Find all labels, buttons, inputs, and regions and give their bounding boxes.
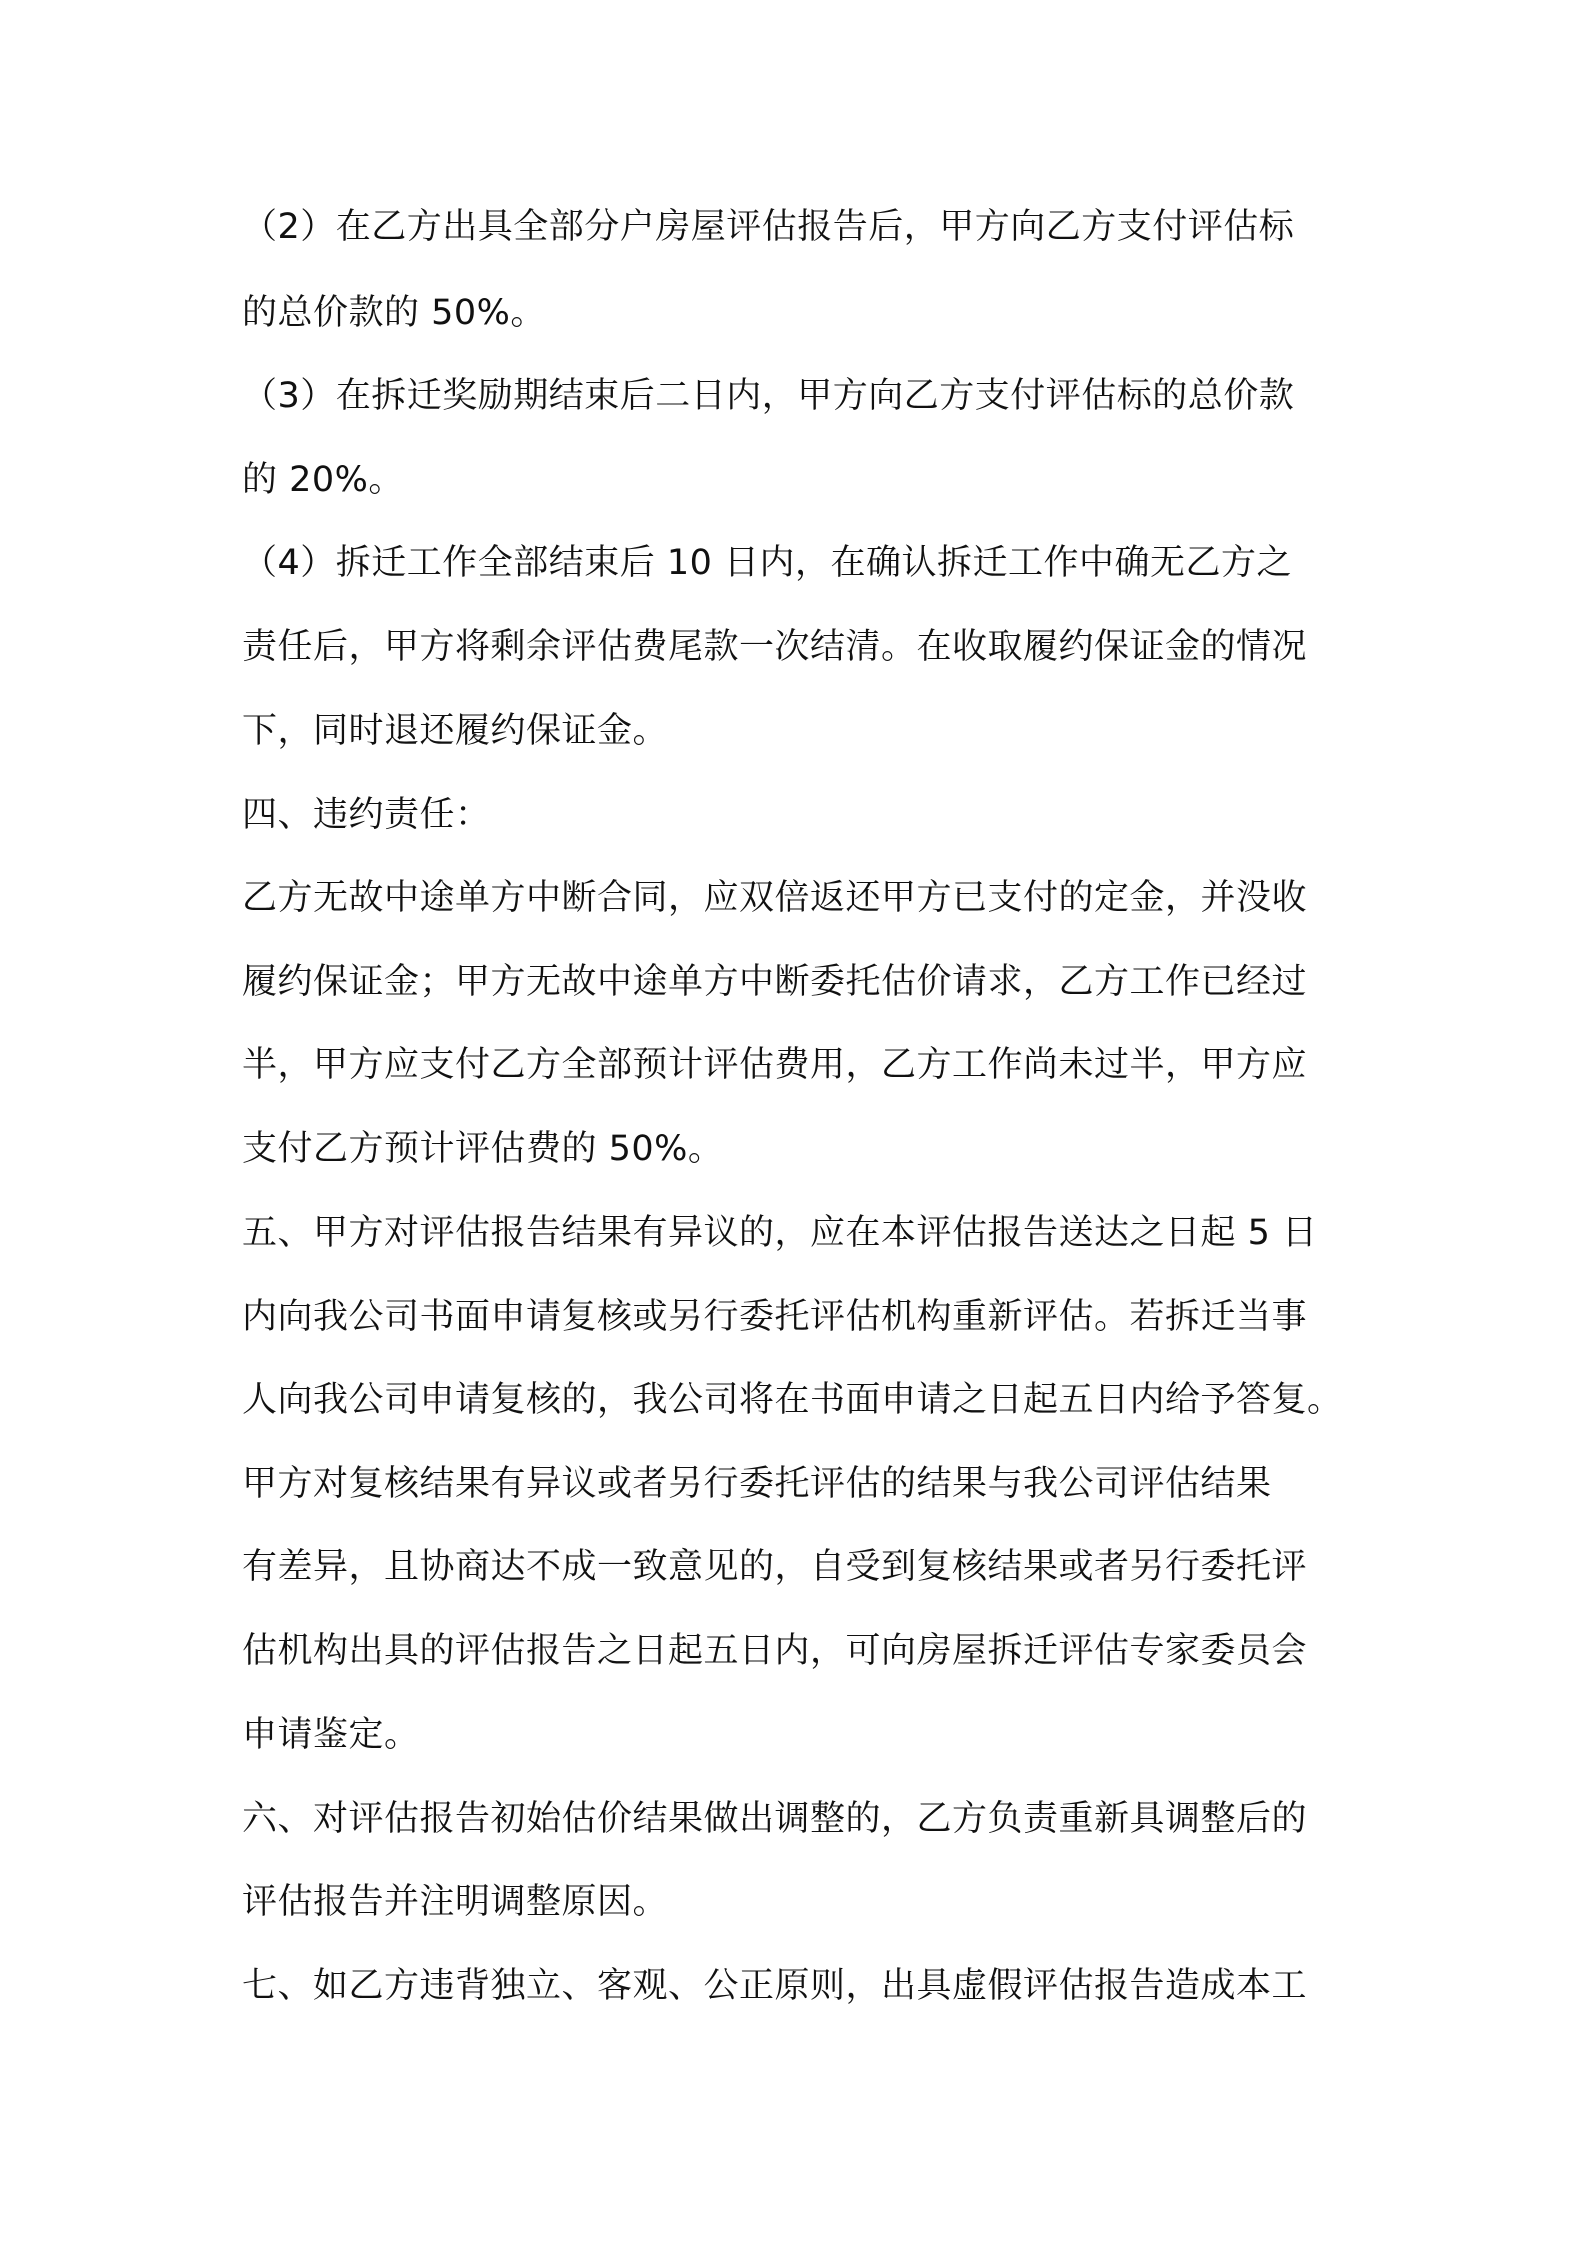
- text-line: 下，同时退还履约保证金。: [242, 711, 669, 751]
- text-line: 人向我公司申请复核的，我公司将在书面申请之日起五日内给予答复。: [242, 1380, 1343, 1420]
- text-line: 申请鉴定。: [242, 1715, 420, 1755]
- section-heading: 四、违约责任：: [242, 795, 491, 835]
- text-line: 支付乙方预计评估费的 50%。: [242, 1129, 724, 1169]
- text-line: 的 20%。: [242, 460, 404, 500]
- text-line: （4）拆迁工作全部结束后 10 日内，在确认拆迁工作中确无乙方之: [242, 543, 1293, 583]
- text-line: 责任后，甲方将剩余评估费尾款一次结清。在收取履约保证金的情况: [242, 627, 1308, 667]
- text-line: （2）在乙方出具全部分户房屋评估报告后，甲方向乙方支付评估标: [242, 207, 1295, 247]
- text-line: 估机构出具的评估报告之日起五日内，可向房屋拆迁评估专家委员会: [242, 1631, 1308, 1671]
- text-line: 评估报告并注明调整原因。: [242, 1882, 669, 1922]
- text-line: 有差异，且协商达不成一致意见的，自受到复核结果或者另行委托评: [242, 1547, 1308, 1587]
- text-line: 半，甲方应支付乙方全部预计评估费用，乙方工作尚未过半，甲方应: [242, 1045, 1308, 1085]
- text-line: 履约保证金；甲方无故中途单方中断委托估价请求，乙方工作已经过: [242, 962, 1308, 1002]
- text-line: 乙方无故中途单方中断合同，应双倍返还甲方已支付的定金，并没收: [242, 878, 1308, 918]
- text-line: 六、对评估报告初始估价结果做出调整的，乙方负责重新具调整后的: [242, 1799, 1308, 1839]
- text-line: 七、如乙方违背独立、客观、公正原则，出具虚假评估报告造成本工: [242, 1966, 1308, 2006]
- text-line: 五、甲方对评估报告结果有异议的，应在本评估报告送达之日起 5 日: [242, 1213, 1318, 1253]
- text-line: 内向我公司书面申请复核或另行委托评估机构重新评估。若拆迁当事: [242, 1297, 1308, 1337]
- text-line: 的总价款的 50%。: [242, 293, 546, 333]
- text-line: （3）在拆迁奖励期结束后二日内，甲方向乙方支付评估标的总价款: [242, 376, 1295, 416]
- text-line: 甲方对复核结果有异议或者另行委托评估的结果与我公司评估结果: [242, 1464, 1272, 1504]
